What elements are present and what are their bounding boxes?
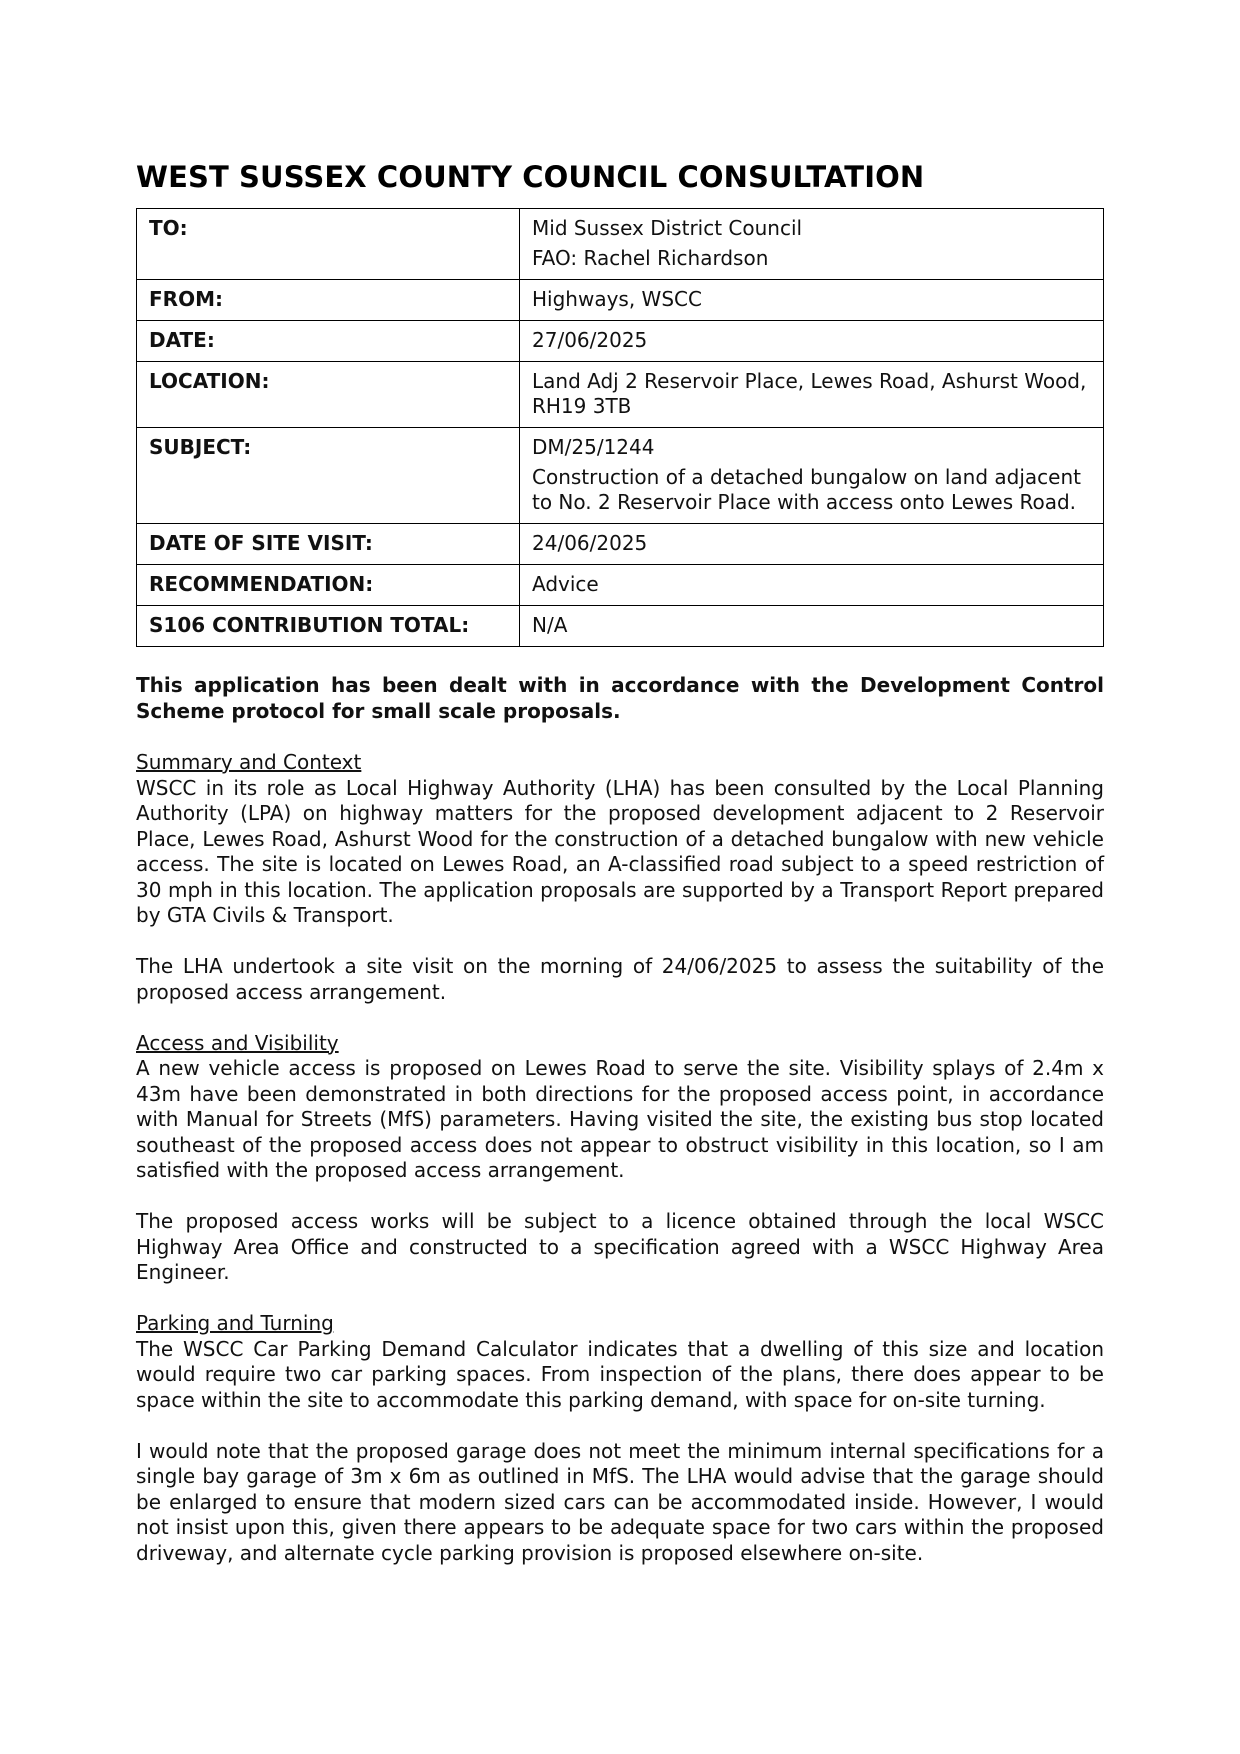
row-value bbox=[520, 280, 1104, 321]
row-label: DATE OF SITE VISIT: bbox=[137, 524, 520, 565]
application-description: Construction of a detached bungalow on land adjacent to No. 2 Reservoir Place with access onto Lewes Road. bbox=[532, 465, 1081, 514]
paragraph: The WSCC Car Parking Demand Calculator indicates that a dwelling of this size and location would require two car parking spaces. From inspection of the plans, there does appear to be space within the site to accommodate this parking demand, with space for on-site turning. bbox=[136, 1336, 1104, 1412]
paragraph: A new vehicle access is proposed on Lewes Road to serve the site. Visibility splays of 2.4m x 43m have been demonstrated in both directions for the proposed access point, in accordance with Manual for Streets (MfS) parameters. Having visited the site, the existing bus stop located southeast of the proposed access does not appear to obstruct visibility in this location, so I am satisfied with the proposed access arrangement. bbox=[136, 1056, 1104, 1182]
section-heading: Access and Visibility bbox=[136, 1030, 339, 1055]
row-value bbox=[520, 524, 1104, 565]
section-summary-and-context bbox=[136, 750, 1104, 1005]
location-value: Land Adj 2 Reservoir Place, Lewes Road, Ashurst Wood, RH19 3TB bbox=[532, 369, 1087, 418]
row-label: RECOMMENDATION: bbox=[137, 565, 520, 606]
table-row-date bbox=[137, 321, 1104, 362]
row-label: DATE: bbox=[137, 321, 520, 362]
consultation-details-table bbox=[136, 208, 1104, 647]
row-value bbox=[520, 209, 1104, 280]
row-value bbox=[520, 606, 1104, 647]
document-page bbox=[136, 160, 1104, 1592]
table-row-location bbox=[137, 362, 1104, 428]
paragraph: I would note that the proposed garage does not meet the minimum internal specifications for a single bay garage of 3m x 6m as outlined in MfS. The LHA would advise that the garage should be enlarged to ensure that modern sized cars can be accommodated inside. However, I would not insist upon this, given there appears to be adequate space for two cars within the proposed driveway, and alternate cycle parking provision is proposed elsewhere on-site. bbox=[136, 1438, 1104, 1565]
recipient-organisation: Mid Sussex District Council bbox=[532, 216, 803, 240]
table-row-site-visit bbox=[137, 524, 1104, 565]
recipient-fao: FAO: Rachel Richardson bbox=[532, 246, 769, 270]
table-row-s106 bbox=[137, 606, 1104, 647]
row-label: TO: bbox=[137, 209, 520, 280]
recommendation-value: Advice bbox=[532, 572, 599, 596]
row-value bbox=[520, 321, 1104, 362]
section-heading: Parking and Turning bbox=[136, 1311, 334, 1335]
section-access-and-visibility bbox=[136, 1031, 1104, 1286]
paragraph: WSCC in its role as Local Highway Authority (LHA) has been consulted by the Local Planning Authority (LPA) on highway matters for the proposed development adjacent to 2 Reservoir Place, Lewes Road, Ashurst Wood for the construction of a detached bungalow with new vehicle access. The site is located on Lewes Road, an A-classified road subject to a speed restriction of 30 mph in this location. The application proposals are supported by a Transport Report prepared by GTA Civils & Transport. bbox=[136, 775, 1104, 927]
row-label: LOCATION: bbox=[137, 362, 520, 428]
table-row-subject bbox=[137, 428, 1104, 524]
s106-value: N/A bbox=[532, 613, 568, 637]
table-row-to bbox=[137, 209, 1104, 280]
table-row-recommendation bbox=[137, 565, 1104, 606]
section-parking-and-turning bbox=[136, 1311, 1104, 1566]
application-reference: DM/25/1244 bbox=[532, 435, 655, 459]
sender: Highways, WSCC bbox=[532, 287, 702, 311]
date-value: 27/06/2025 bbox=[532, 328, 648, 352]
table-row-from bbox=[137, 280, 1104, 321]
protocol-statement: This application has been dealt with in accordance with the Development Control Scheme protocol for small scale proposals. bbox=[136, 673, 1104, 723]
paragraph: The proposed access works will be subject to a licence obtained through the local WSCC Highway Area Office and constructed to a specification agreed with a WSCC Highway Area Engineer. bbox=[136, 1209, 1104, 1284]
row-value bbox=[520, 428, 1104, 524]
row-label: FROM: bbox=[137, 280, 520, 321]
row-label: S106 CONTRIBUTION TOTAL: bbox=[137, 606, 520, 647]
row-value bbox=[520, 565, 1104, 606]
row-label: SUBJECT: bbox=[137, 428, 520, 524]
document-title: WEST SUSSEX COUNTY COUNCIL CONSULTATION bbox=[136, 160, 925, 194]
section-heading: Summary and Context bbox=[136, 750, 362, 774]
site-visit-date: 24/06/2025 bbox=[532, 531, 648, 555]
paragraph: The LHA undertook a site visit on the morning of 24/06/2025 to assess the suitability of the proposed access arrangement. bbox=[136, 954, 1104, 1004]
row-value bbox=[520, 362, 1104, 428]
